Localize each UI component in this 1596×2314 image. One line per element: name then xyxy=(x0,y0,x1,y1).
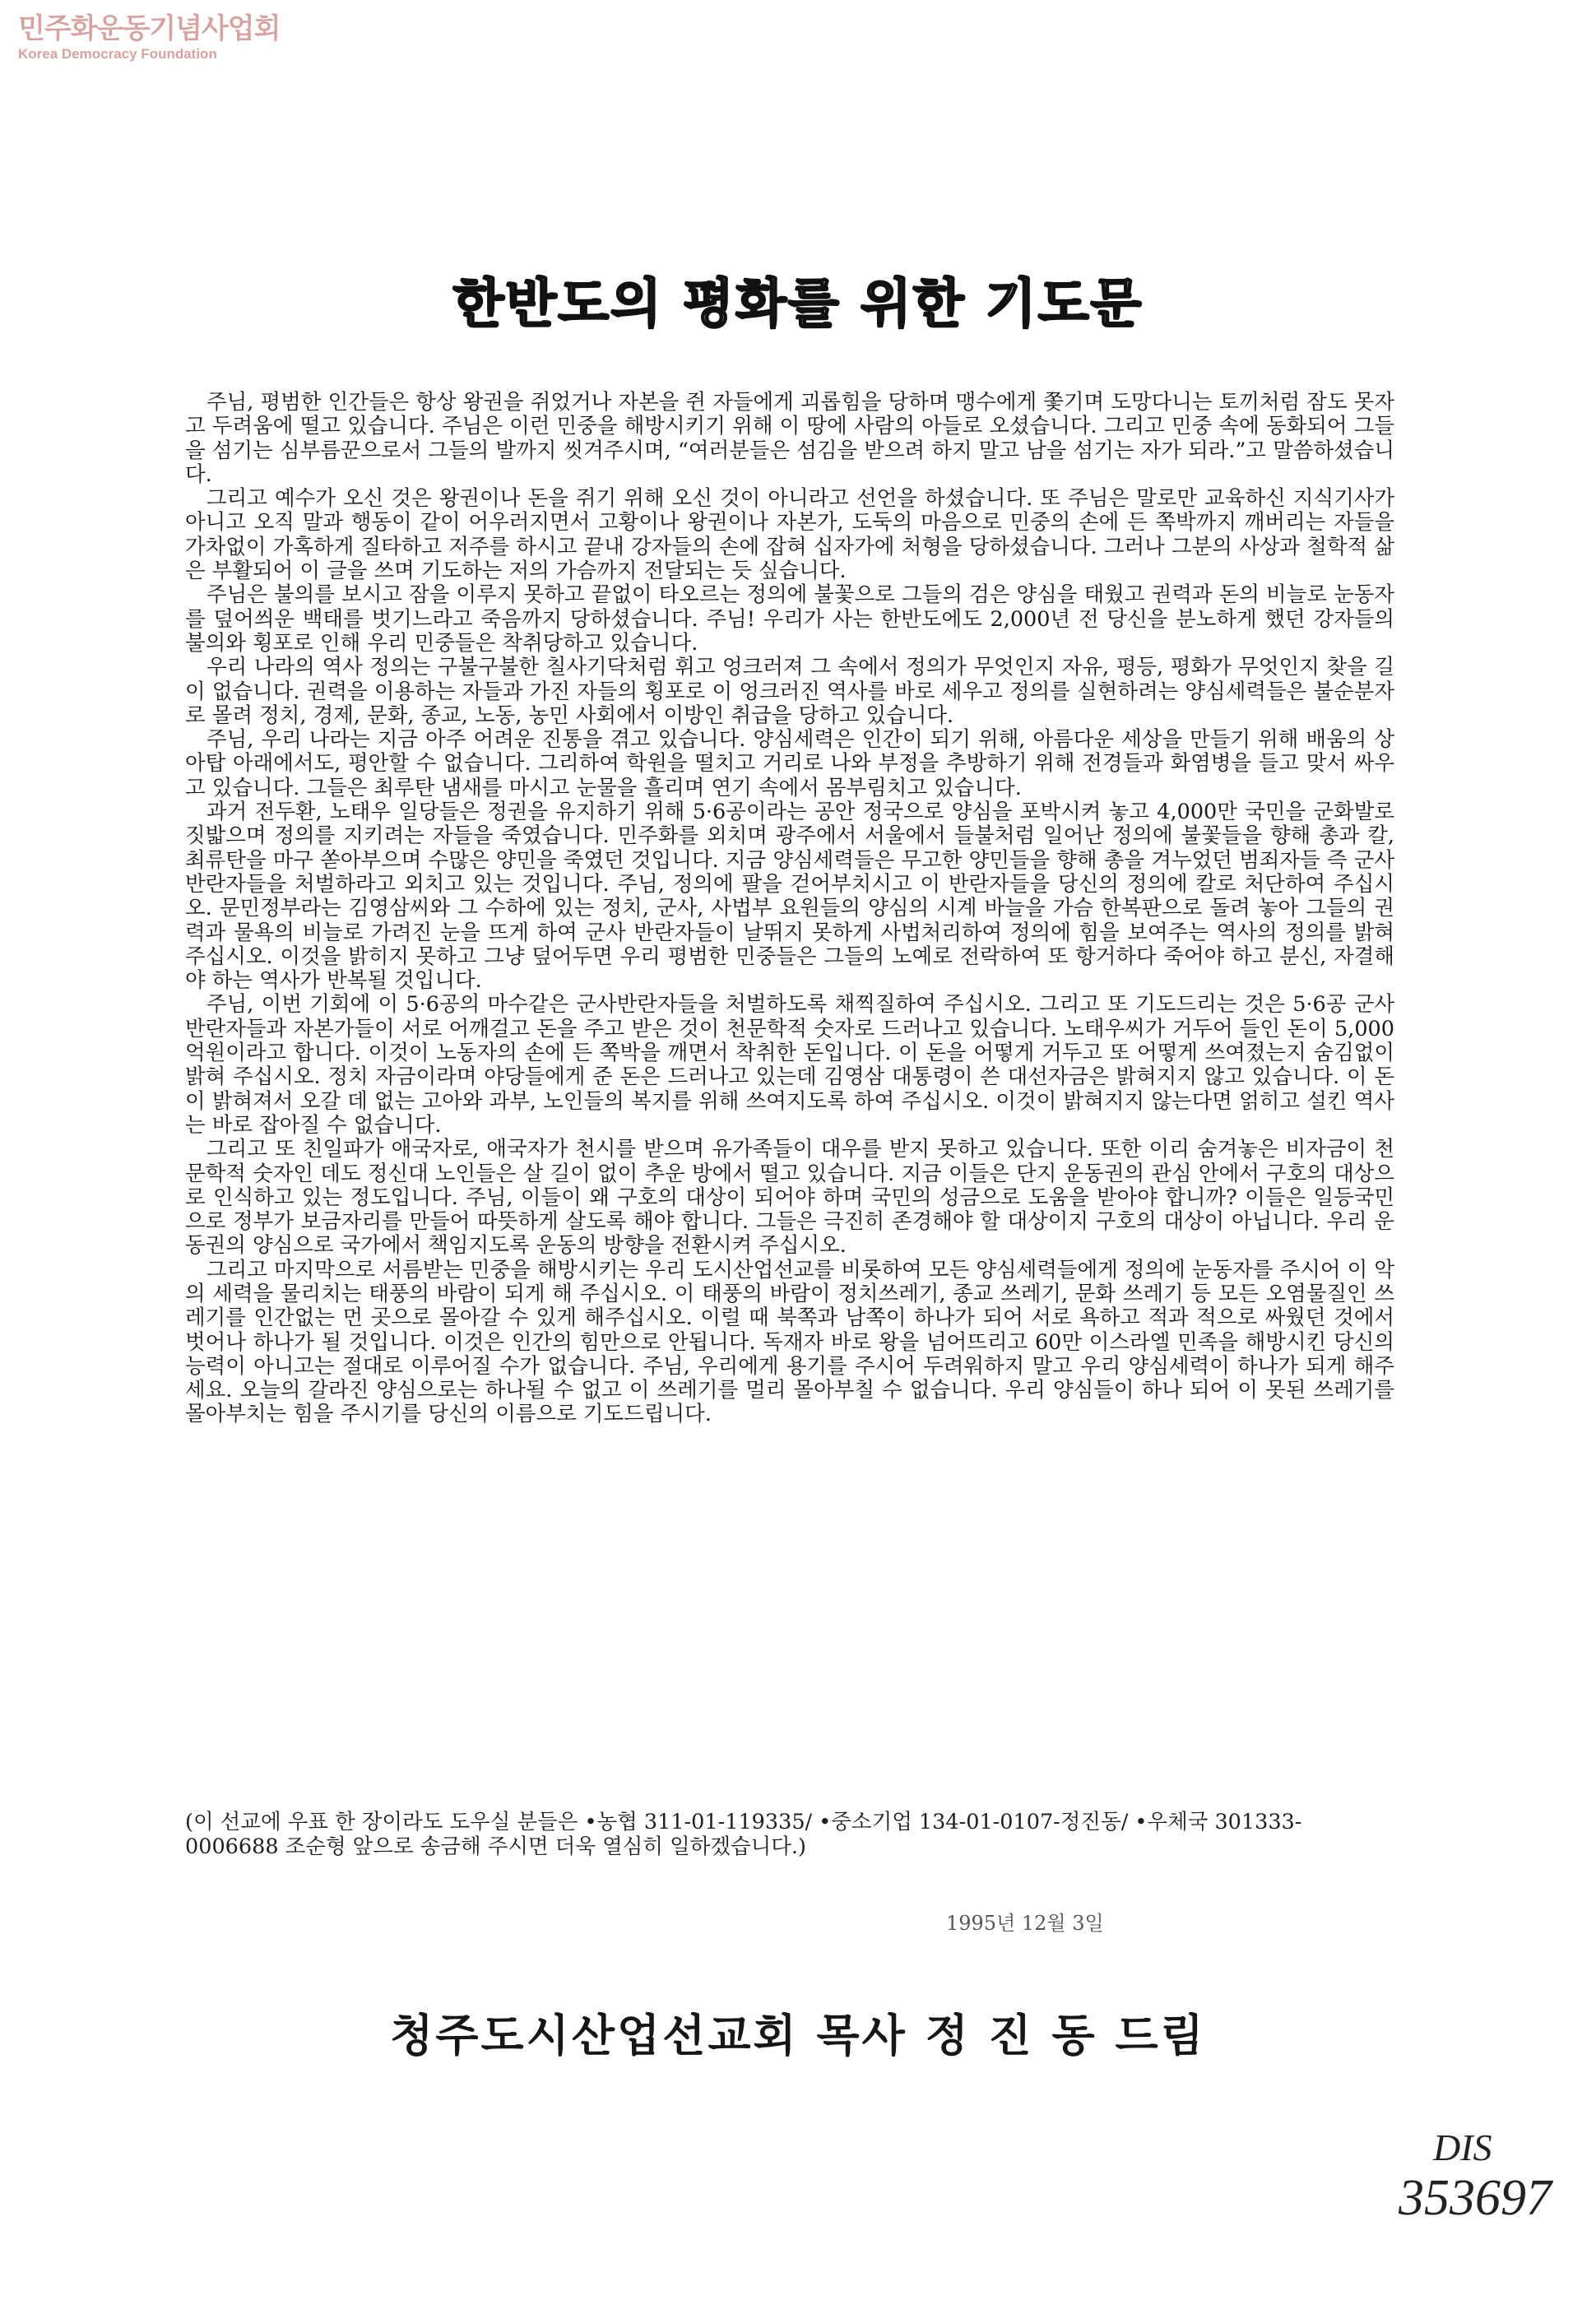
paragraph-3: 주님은 불의를 보시고 잠을 이루지 못하고 끝없이 타오르는 정의에 불꽃으로 그들의 검은 양심을 태웠고 권력과 돈의 비늘로 눈동자를 덮어씌운 백태를 벗기느라고 죽음까지 당하셨습니다. 주님! 우리가 사는 한반도에도 2,000년 전 당신을 분노하게 했던 강자들의 불의와 횡포로 인해 우리 민중들은 착취당하고 있습니다. xyxy=(185,582,1394,656)
prayer-body xyxy=(185,391,1394,1427)
foundation-logo xyxy=(18,12,281,63)
paragraph-4: 우리 나라의 역사 정의는 구불구불한 칠사기닥처럼 휘고 엉크러져 그 속에서 정의가 무엇인지 자유, 평등, 평화가 무엇인지 찾을 길이 없습니다. 권력을 이용하는 자들과 가진 자들의 횡포로 이 엉크러진 역사를 바로 세우고 정의를 실현하려는 양심세력들은 불순분자로 몰려 정치, 경제, 문화, 종교, 노동, 농민 사회에서 이방인 취급을 당하고 있습니다. xyxy=(185,655,1394,728)
paragraph-8: 그리고 또 친일파가 애국자로, 애국자가 천시를 받으며 유가족들이 대우를 받지 못하고 있습니다. 또한 이리 숨겨놓은 비자금이 천문학적 숫자인 데도 정신대 노인들은 살 길이 없이 추운 방에서 떨고 있습니다. 지금 이들은 단지 운동권의 관심 안에서 구호의 대상으로 인식하고 있는 정도입니다. 주님, 이들이 왜 구호의 대상이 되어야 하며 국민의 성금으로 도움을 받아야 합니까? 이들은 일등국민으로 정부가 보금자리를 만들어 따뜻하게 살도록 해야 합니다. 그들은 극진히 존경해야 할 대상이지 구호의 대상이 아닙니다. 우리 운동권의 양심으로 국가에서 책임지도록 운동의 방향을 전환시켜 주십시오. xyxy=(185,1137,1394,1259)
document-date: 1995년 12월 3일 xyxy=(946,1912,1104,1935)
logo-korean-text: 민주화운동기념사업회 xyxy=(18,12,281,45)
archive-stamp xyxy=(1399,2126,1571,2227)
paragraph-1: 주님, 평범한 인간들은 항상 왕권을 쥐었거나 자본을 쥔 자들에게 괴롭힘을 당하며 맹수에게 쫓기며 도망다니는 토끼처럼 잠도 못자고 두려움에 떨고 있습니다. 주님은 이런 민중을 해방시키기 위해 이 땅에 사람의 아들로 오셨습니다. 그리고 민중 속에 동화되어 그들을 섬기는 심부름꾼으로서 그들의 발까지 씻겨주시며, “여러분들은 섬김을 받으려 하지 말고 남을 섬기는 자가 되라.”고 말씀하셨습니다. xyxy=(185,390,1394,487)
paragraph-6: 과거 전두환, 노태우 일당들은 정권을 유지하기 위해 5·6공이라는 공안 정국으로 양심을 포박시켜 놓고 4,000만 국민을 군화발로 짓밟으며 정의를 지키려는 자들을 죽였습니다. 민주화를 외치며 광주에서 서울에서 들불처럼 일어난 정의에 불꽃들을 향해 총과 칼, 최류탄을 마구 쏟아부으며 수많은 양민을 죽였던 것입니다. 지금 양심세력들은 무고한 양민들을 향해 총을 겨누었던 범죄자들 즉 군사 반란자들을 처벌하라고 외치고 있는 것입니다. 주님, 정의에 팔을 걷어부치시고 이 반란자들을 당신의 정의에 칼로 처단하여 주십시오. 문민정부라는 김영삼씨와 그 수하에 있는 정치, 군사, 사법부 요원들의 양심의 시계 바늘을 가슴 한복판으로 돌려 놓아 그들의 권력과 물욕의 비늘로 가려진 눈을 뜨게 하여 군사 반란자들이 날뛰지 못하게 사법처리하여 정의에 힘을 보여주는 역사의 정의를 밝혀 주십시오. 이것을 밝히지 못하고 그냥 덮어두면 우리 평범한 민중들은 그들의 노예로 전락하여 또 항거하다 죽어야 하고 분신, 자결해야 하는 역사가 반복될 것입니다. xyxy=(185,800,1394,994)
document-title: 한반도의 평화를 위한 기도문 xyxy=(452,274,1144,335)
paragraph-5: 주님, 우리 나라는 지금 아주 어려운 진통을 겪고 있습니다. 양심세력은 인간이 되기 위해, 아름다운 세상을 만들기 위해 배움의 상아탑 아래에서도, 평안할 수 없습니다. 그리하여 학원을 떨치고 거리로 나와 부정을 추방하기 위해 전경들과 화염병을 들고 맞서 싸우고 있습니다. 그들은 최루탄 냄새를 마시고 눈물을 흘리며 연기 속에서 몸부림치고 있습니다. xyxy=(185,727,1394,800)
archive-stamp-prefix: DIS xyxy=(1433,2126,1492,2168)
signature-line: 청주도시산업선교회 목사 정 진 동 드림 xyxy=(390,2010,1206,2061)
paragraph-7: 주님, 이번 기회에 이 5·6공의 마수같은 군사반란자들을 처벌하도록 채찍질하여 주십시오. 그리고 또 기도드리는 것은 5·6공 군사반란자들과 자본가들이 서로 어깨걸고 돈을 주고 받은 것이 천문학적 숫자로 드러나고 있습니다. 노태우씨가 거두어 들인 돈이 5,000억원이라고 합니다. 이것이 노동자의 손에 든 쪽박을 깨면서 착취한 돈입니다. 이 돈을 어떻게 거두고 또 어떻게 쓰여졌는지 숨김없이 밝혀 주십시오. 정치 자금이라며 야당들에게 준 돈은 드러나고 있는데 김영삼 대통령이 쓴 대선자금은 밝혀지지 않고 있습니다. 이 돈이 밝혀져서 오갈 데 없는 고아와 과부, 노인들의 복지를 위해 쓰여지도록 하여 주십시오. 이것이 밝혀지지 않는다면 얽히고 설킨 역사는 바로 잡아질 수 없습니다. xyxy=(185,992,1394,1138)
donation-footnote: (이 선교에 우표 한 장이라도 도우실 분들은 •농협 311-01-119335/ •중소기업 134-01-0107-정진동/ •우체국 301333-0006688 조순형 앞으로 송금해 주시면 더욱 열심히 일하겠습니다.) xyxy=(185,1810,1302,1859)
logo-english-text: Korea Democracy Foundation xyxy=(18,46,217,62)
archive-stamp-number: 353697 xyxy=(1399,2170,1552,2226)
paragraph-2: 그리고 예수가 오신 것은 왕권이나 돈을 쥐기 위해 오신 것이 아니라고 선언을 하셨습니다. 또 주님은 말로만 교육하신 지식기사가 아니고 오직 말과 행동이 같이 어우러지면서 고황이나 왕권이나 자본가, 도둑의 마음으로 민중의 손에 든 쪽박까지 깨버리는 자들을 가차없이 가혹하게 질타하고 저주를 하시고 끝내 강자들의 손에 잡혀 십자가에 처형을 당하셨습니다. 그러나 그분의 사상과 철학적 삶은 부활되어 이 글을 쓰며 기도하는 저의 가슴까지 전달되는 듯 싶습니다. xyxy=(185,486,1394,584)
paragraph-9: 그리고 마지막으로 서름받는 민중을 해방시키는 우리 도시산업선교를 비롯하여 모든 양심세력들에게 정의에 눈동자를 주시어 이 악의 세력을 물리치는 태풍의 바람이 되게 해 주십시오. 이 태풍의 바람이 정치쓰레기, 종교 쓰레기, 문화 쓰레기 등 모든 오염물질인 쓰레기를 인간없는 먼 곳으로 몰아갈 수 있게 해주십시오. 이럴 때 북쪽과 남쪽이 하나가 되어 서로 욕하고 적과 적으로 싸웠던 것에서 벗어나 하나가 될 것입니다. 이것은 인간의 힘만으로 안됩니다. 독재자 바로 왕을 넘어뜨리고 60만 이스라엘 민족을 해방시킨 당신의 능력이 아니고는 절대로 이루어질 수가 없습니다. 주님, 우리에게 용기를 주시어 두려워하지 말고 우리 양심세력이 하나가 되게 해주세요. 오늘의 갈라진 양심으로는 하나될 수 없고 이 쓰레기를 멀리 몰아부칠 수 없습니다. 우리 양심들이 하나 되어 이 못된 쓰레기를 몰아부치는 힘을 주시기를 당신의 이름으로 기도드립니다. xyxy=(185,1257,1394,1427)
